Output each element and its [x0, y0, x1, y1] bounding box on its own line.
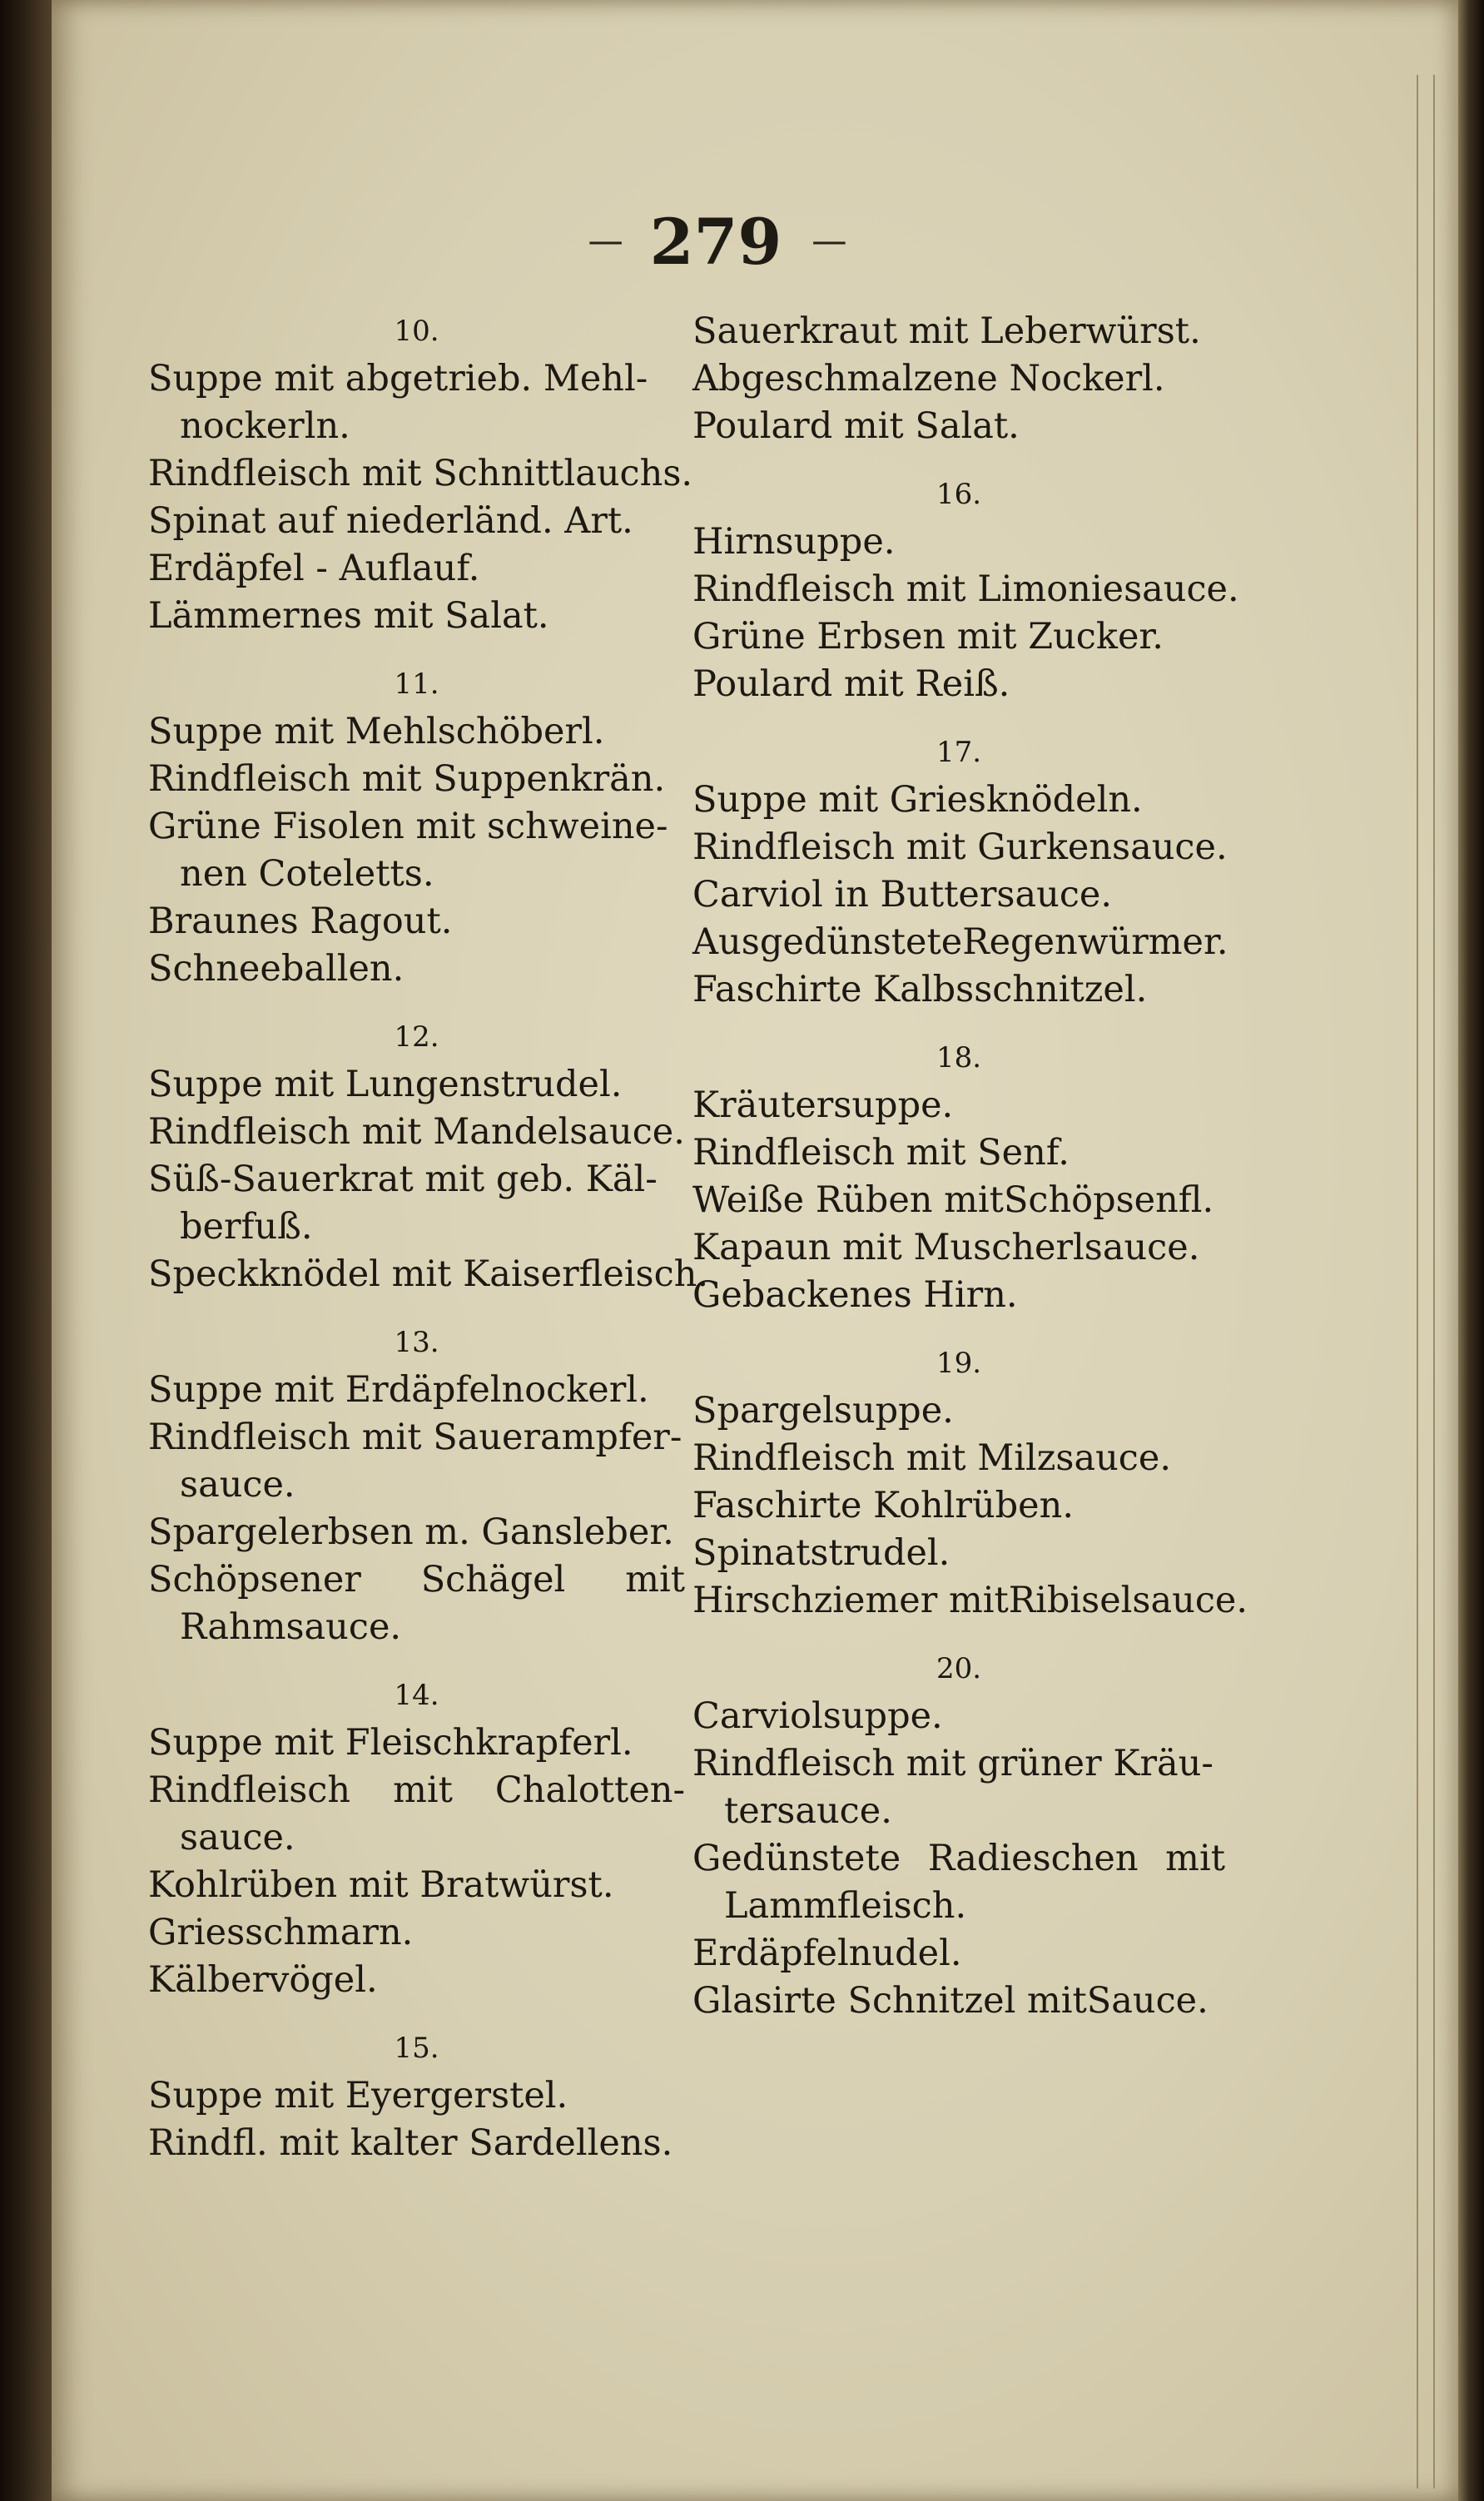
dish-line: Suppe mit Fleischkrapferl. [148, 1722, 633, 1764]
day-number: 12. [394, 1020, 439, 1054]
menu-item [148, 1109, 685, 1156]
dish-line: Spinat auf niederländ. Art. [148, 500, 633, 542]
menu-item [148, 1414, 685, 1509]
dish-line: Gebackenes Hirn. [692, 1274, 1018, 1316]
dish-word: Schöpsener [148, 1559, 361, 1600]
header-dash-right: ---- [811, 222, 844, 261]
menu-item [692, 308, 1225, 355]
menu-item [692, 1387, 1225, 1435]
spacer [692, 1319, 1225, 1340]
dish-continuation: tersauce. [724, 1790, 892, 1832]
dish-line: Suppe mit Lungenstrudel. [148, 1064, 623, 1105]
menu-item [692, 1482, 1225, 1530]
day-number: 11. [394, 667, 439, 701]
menu-item [148, 1767, 685, 1862]
page-header [516, 204, 916, 279]
dish-line: Hirschziemer mitRibiselsauce. [692, 1580, 1248, 1621]
dish-line: Abgeschmalzene Nockerl. [692, 358, 1165, 399]
dish-continuation: Rahmsauce. [180, 1606, 402, 1648]
menu-item [692, 661, 1225, 708]
day-number: 20. [936, 1652, 982, 1685]
day-number: 10. [394, 315, 439, 348]
menu-item [148, 2120, 685, 2167]
spacer [692, 708, 1225, 729]
menu-day [148, 993, 709, 1298]
dish-continuation: Lammfleisch. [724, 1885, 967, 1927]
day-number: 14. [394, 1679, 439, 1712]
dish-line-justified [148, 1767, 685, 1814]
dish-line: Rindfleisch mit Suppenkrän. [148, 758, 666, 800]
menu-item [148, 1909, 685, 1957]
menu-item [692, 777, 1225, 824]
menu-item [148, 1719, 685, 1767]
day-number: 19. [936, 1347, 982, 1380]
dish-word: Rindfleisch [148, 1769, 351, 1811]
dish-line: Faschirte Kalbsschnitzel. [692, 969, 1148, 1010]
dish-line: Grüne Erbsen mit Zucker. [692, 616, 1164, 658]
dish-word: Radieschen [927, 1838, 1139, 1879]
menu-day [148, 640, 685, 993]
menu-item [692, 871, 1225, 919]
menu-item [148, 450, 693, 498]
spacer [148, 2004, 685, 2025]
dish-word: Gedünstete [692, 1838, 901, 1879]
menu-item [692, 1224, 1225, 1272]
menu-item [692, 1129, 1225, 1177]
dish-line-justified [692, 1835, 1225, 1883]
menu-item [692, 1977, 1225, 2025]
menu-day [692, 450, 1239, 708]
menu-day [692, 1014, 1225, 1319]
dish-line: Erdäpfel - Auflauf. [148, 548, 480, 589]
dish-line: Kapaun mit Muscherlsauce. [692, 1227, 1200, 1268]
menu-item [692, 1272, 1225, 1319]
menu-item [692, 1835, 1225, 1930]
day-number: 17. [936, 736, 982, 769]
spacer [148, 640, 685, 661]
dish-word: Schägel [420, 1559, 566, 1600]
dish-line: Rindfleisch mit Schnittlauchs. [148, 453, 693, 494]
menu-item [692, 1740, 1225, 1835]
dish-line: Spargelerbsen m. Gansleber. [148, 1511, 674, 1553]
menu-item [148, 803, 685, 898]
dish-line: Glasirte Schnitzel mitSauce. [692, 1980, 1209, 2022]
menu-item [692, 403, 1225, 450]
left-column [148, 308, 709, 2167]
dish-continuation: nen Coteletts. [180, 853, 434, 895]
page-number: 279 [649, 204, 782, 279]
dish-word: mit [1165, 1838, 1225, 1879]
dish-line: Suppe mit Griesknödeln. [692, 779, 1143, 821]
spacer [692, 1625, 1225, 1645]
menu-day [692, 708, 1228, 1014]
menu-day [692, 1319, 1248, 1625]
dish-line: Carviol in Buttersauce. [692, 874, 1113, 916]
scan-edge-right [1458, 0, 1484, 2501]
menu-item [148, 1556, 685, 1651]
dish-line: Faschirte Kohlrüben. [692, 1485, 1074, 1526]
dish-line: AusgedünsteteRegenwürmer. [692, 921, 1228, 963]
dish-line: Rindfleisch mit grüner Kräu- [692, 1743, 1214, 1784]
menu-item [148, 1957, 685, 2004]
menu-item [692, 1177, 1225, 1224]
day-number: 16. [936, 478, 982, 511]
menu-item [148, 1862, 685, 1909]
dish-line: Spinatstrudel. [692, 1532, 950, 1574]
menu-item [692, 1930, 1225, 1977]
menu-item [148, 945, 685, 993]
dish-line: Rindfleisch mit Gurkensauce. [692, 826, 1228, 868]
spacer [148, 1298, 685, 1319]
menu-item [692, 566, 1239, 613]
dish-line: Speckknödel mit Kaiserfleisch. [148, 1253, 709, 1295]
dish-line: Braunes Ragout. [148, 901, 453, 942]
dish-line: Kohlrüben mit Bratwürst. [148, 1864, 614, 1906]
menu-item [148, 1061, 685, 1109]
menu-item [692, 355, 1225, 403]
dish-line: Kräutersuppe. [692, 1084, 954, 1126]
dish-line: Griesschmarn. [148, 1912, 414, 1953]
dish-continuation: sauce. [180, 1464, 295, 1506]
dish-line: Carviolsuppe. [692, 1695, 943, 1737]
dish-line: Rindfleisch mit Sauerampfer- [148, 1417, 682, 1458]
dish-line: Rindfl. mit kalter Sardellens. [148, 2122, 673, 2164]
dish-line: Suppe mit Eyergerstel. [148, 2075, 568, 2116]
menu-item [692, 824, 1228, 871]
menu-item [692, 1082, 1225, 1129]
header-dash-left: ---- [588, 222, 620, 261]
menu-item [692, 519, 1225, 566]
menu-day [692, 308, 1225, 450]
dish-line: Suppe mit Erdäpfelnockerl. [148, 1369, 649, 1411]
spacer [148, 1651, 685, 1672]
menu-item [148, 1251, 709, 1298]
menu-item [692, 966, 1225, 1014]
menu-item [692, 1693, 1225, 1740]
dish-word: Chalotten- [494, 1769, 685, 1811]
menu-item [692, 919, 1228, 966]
menu-item [148, 355, 685, 450]
day-number: 13. [394, 1326, 439, 1359]
menu-item [148, 898, 685, 945]
dish-line: Süß-Sauerkrat mit geb. Käl- [148, 1159, 658, 1200]
scan-edge-left [0, 0, 52, 2501]
page-edge-line [1433, 75, 1435, 2489]
menu-day [692, 1625, 1225, 2025]
dish-line: Erdäpfelnudel. [692, 1933, 962, 1974]
dish-line: Hirnsuppe. [692, 521, 896, 563]
spacer [692, 1014, 1225, 1035]
menu-item [148, 2072, 685, 2120]
dish-line: Weiße Rüben mitSchöpsenfl. [692, 1179, 1214, 1221]
dish-line: Lämmernes mit Salat. [148, 595, 549, 637]
menu-day [148, 2004, 685, 2167]
menu-item [148, 1367, 685, 1414]
dish-line: Kälbervögel. [148, 1959, 378, 2001]
dish-line: Poulard mit Salat. [692, 405, 1020, 447]
menu-item [148, 1156, 685, 1251]
dish-line: Rindfleisch mit Mandelsauce. [148, 1111, 685, 1153]
dish-line-justified [148, 1556, 685, 1604]
dish-continuation: nockerln. [180, 405, 350, 447]
dish-continuation: berfuß. [180, 1206, 313, 1248]
menu-item [148, 593, 685, 640]
dish-word: mit [625, 1559, 685, 1600]
dish-line: Spargelsuppe. [692, 1390, 954, 1432]
dish-line: Suppe mit Mehlschöberl. [148, 711, 605, 752]
page-edge-line [1417, 75, 1418, 2489]
dish-line: Grüne Fisolen mit schweine- [148, 806, 668, 847]
menu-item [692, 1577, 1248, 1625]
dish-line: Schneeballen. [148, 948, 405, 990]
menu-item [692, 1435, 1225, 1482]
dish-line: Poulard mit Reiß. [692, 663, 1010, 705]
dish-line: Sauerkraut mit Leberwürst. [692, 310, 1201, 352]
menu-item [148, 756, 685, 803]
day-number: 18. [936, 1041, 982, 1074]
dish-line: Suppe mit abgetrieb. Mehl- [148, 358, 648, 399]
menu-item [692, 613, 1225, 661]
dish-continuation: sauce. [180, 1817, 295, 1858]
menu-day [148, 308, 693, 640]
menu-item [148, 1509, 685, 1556]
right-column [692, 308, 1248, 2025]
dish-line: Rindfleisch mit Milzsauce. [692, 1437, 1171, 1479]
menu-day [148, 1651, 685, 2004]
spacer [692, 450, 1225, 471]
spacer [148, 993, 685, 1014]
menu-item [148, 545, 685, 593]
day-number: 15. [394, 2032, 439, 2065]
menu-item [692, 1530, 1225, 1577]
menu-day [148, 1298, 685, 1651]
menu-item [148, 708, 685, 756]
dish-line: Rindfleisch mit Limoniesauce. [692, 568, 1239, 610]
dish-line: Rindfleisch mit Senf. [692, 1132, 1070, 1174]
menu-item [148, 498, 685, 545]
dish-word: mit [393, 1769, 453, 1811]
